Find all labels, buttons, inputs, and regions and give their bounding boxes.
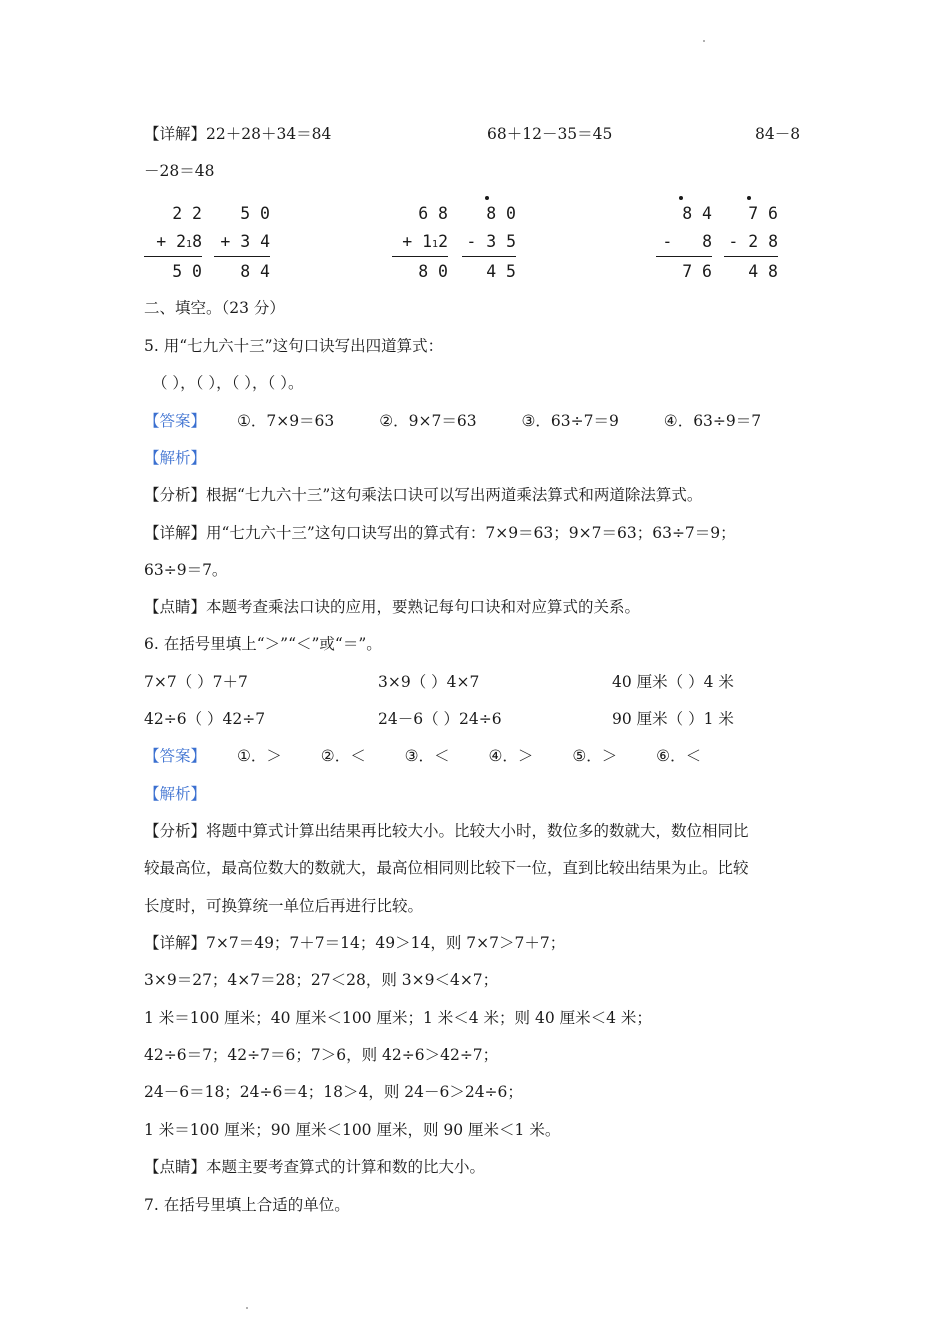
- compare-item: 90 厘米（ ）1 米: [612, 710, 734, 728]
- detail-6-line: 1 米＝100 厘米；90 厘米＜100 厘米，则 90 厘米＜1 米。: [144, 1121, 561, 1139]
- vc-bar: [144, 256, 202, 257]
- vc-operand: + 218: [156, 232, 202, 251]
- vertical-calc-1: [144, 200, 202, 290]
- vc-top: 5 0: [240, 204, 270, 223]
- answer-item: ①．7×9＝63: [236, 412, 335, 430]
- question-5: 5. 用“七九六十三”这句口诀写出四道算式：: [144, 337, 444, 355]
- vc-result: 8 0: [418, 262, 448, 281]
- answer-row-5: [144, 411, 761, 431]
- vc-top: 2 2: [172, 204, 202, 223]
- vc-operand: - 2 8: [728, 232, 778, 251]
- jiexi-tag: 【解析】: [144, 785, 207, 803]
- vc-result: 5 0: [172, 262, 202, 281]
- compare-item: 24－6（ ）24÷6: [378, 710, 502, 728]
- vc-operand: - 3 5: [466, 232, 516, 251]
- answer-tag: 【答案】: [144, 412, 207, 430]
- detail-6-line: 1 米＝100 厘米；40 厘米＜100 厘米；1 米＜4 米；则 40 厘米＜4 米；: [144, 1009, 652, 1027]
- compare-item: 3×9（ ）4×7: [378, 673, 480, 691]
- detail-5-line2: 63÷9＝7。: [144, 561, 228, 579]
- detail-line: [144, 124, 331, 144]
- vc-bar: [724, 256, 778, 257]
- borrow-dot: [747, 196, 751, 200]
- equation-1: 22＋28＋34＝84: [206, 125, 332, 143]
- compare-item: 40 厘米（ ）4 米: [612, 673, 734, 691]
- answer-item: ②．＜: [320, 747, 366, 765]
- answer-row-6: [144, 746, 701, 766]
- comment-6: 【点睛】本题主要考查算式的计算和数的比大小。: [144, 1158, 486, 1176]
- vc-operand: + 112: [402, 232, 448, 251]
- answer-item: ④．63÷9＝7: [663, 412, 762, 430]
- vertical-calc-3: [392, 200, 448, 290]
- scan-dot: [703, 40, 705, 42]
- jiexi-tag: 【解析】: [144, 449, 207, 467]
- borrow-dot: [679, 196, 683, 200]
- vertical-calc-6: [724, 200, 778, 290]
- answer-item: ③．＜: [404, 747, 450, 765]
- compare-item: 42÷6（ ）42÷7: [144, 710, 266, 728]
- vertical-calc-2: [214, 200, 270, 290]
- detail-label: 【详解】: [144, 125, 207, 143]
- detail-5-line1: 【详解】用“七九六十三”这句口诀写出的算式有：7×9＝63；9×7＝63；63÷7＝9；: [144, 524, 736, 542]
- answer-item: ④．＞: [488, 747, 534, 765]
- vc-operand: + 3 4: [220, 232, 270, 251]
- answer-item: ②．9×7＝63: [379, 412, 477, 430]
- vc-top: 7 6: [748, 204, 778, 223]
- answer-item: ①．＞: [236, 747, 282, 765]
- borrow-dot: [485, 196, 489, 200]
- question-5-blanks: （ ），（ ），（ ），（ ）。: [152, 374, 304, 392]
- equation-3-part2: －28＝48: [144, 162, 215, 180]
- vc-bar: [462, 256, 516, 257]
- vc-top: 8 0: [486, 204, 516, 223]
- answer-item: ⑥．＜: [656, 747, 702, 765]
- section-heading: 二、填空。（23 分）: [144, 299, 285, 317]
- vc-bar: [214, 256, 270, 257]
- detail-6-line: 3×9＝27；4×7＝28；27＜28，则 3×9＜4×7；: [144, 971, 499, 989]
- question-6: 6. 在括号里填上“＞”“＜”或“＝”。: [144, 635, 382, 653]
- vc-result: 4 8: [748, 262, 778, 281]
- answer-item: ③．63÷7＝9: [521, 412, 619, 430]
- compare-item: 7×7（ ）7＋7: [144, 673, 248, 691]
- detail-6-line: 42÷6＝7；42÷7＝6；7＞6，则 42÷6＞42÷7；: [144, 1046, 499, 1064]
- analysis-6-line1: 【分析】将题中算式计算出结果再比较大小。比较大小时，数位多的数就大，数位相同比: [144, 822, 749, 840]
- vertical-calc-4: [462, 200, 516, 290]
- detail-6-line: 【详解】7×7＝49；7＋7＝14；49＞14，则 7×7＞7＋7；: [144, 934, 566, 952]
- answer-tag: 【答案】: [144, 747, 207, 765]
- comment-5: 【点睛】本题考查乘法口诀的应用，要熟记每句口诀和对应算式的关系。: [144, 598, 641, 616]
- question-7: 7. 在括号里填上合适的单位。: [144, 1196, 350, 1214]
- vertical-calc-5: [656, 200, 712, 290]
- equation-2: 68＋12－35＝45: [487, 125, 613, 143]
- vc-top: 6 8: [418, 204, 448, 223]
- answer-item: ⑤．＞: [572, 747, 618, 765]
- scan-dot: [246, 1307, 248, 1309]
- vc-result: 8 4: [240, 262, 270, 281]
- vc-bar: [656, 256, 712, 257]
- detail-6-line: 24－6＝18；24÷6＝4；18＞4，则 24－6＞24÷6；: [144, 1083, 523, 1101]
- analysis-5: 【分析】根据“七九六十三”这句乘法口诀可以写出两道乘法算式和两道除法算式。: [144, 486, 703, 504]
- vc-bar: [392, 256, 448, 257]
- vc-top: 8 4: [682, 204, 712, 223]
- vc-result: 4 5: [486, 262, 516, 281]
- equation-3-part1: 84－8: [755, 125, 801, 143]
- vc-result: 7 6: [682, 262, 712, 281]
- analysis-6-line3: 长度时，可换算统一单位后再进行比较。: [144, 897, 424, 915]
- analysis-6-line2: 较最高位，最高位数大的数就大，最高位相同则比较下一位，直到比较出结果为止。比较: [144, 859, 749, 877]
- vc-operand: - 8: [662, 232, 712, 251]
